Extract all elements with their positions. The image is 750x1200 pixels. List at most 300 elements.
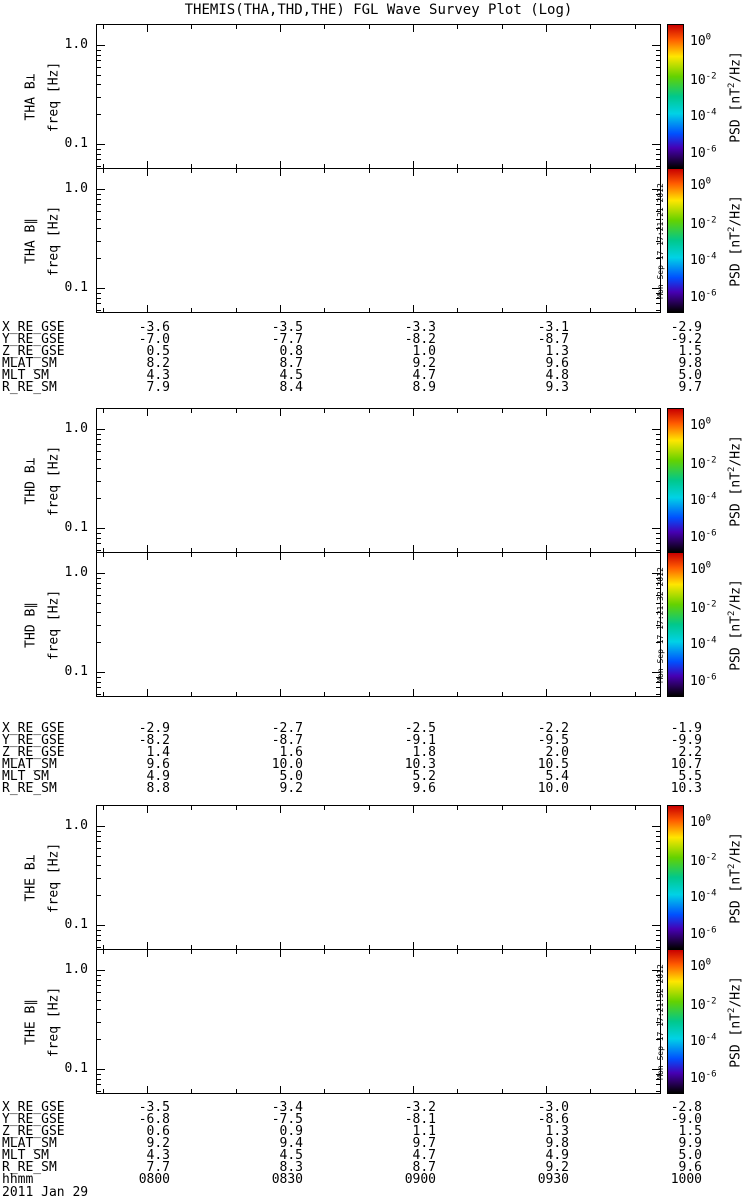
time-major-tick — [280, 305, 281, 312]
time-major-tick — [280, 950, 281, 957]
time-minor-tick — [590, 169, 591, 173]
time-tick-label: 0830 — [271, 1172, 303, 1187]
time-minor-tick — [457, 409, 458, 413]
ephemeris-value: -9.2 — [670, 332, 702, 347]
panel-ylabel: THE B∥ — [23, 998, 39, 1045]
freq-minor-tick — [97, 831, 101, 832]
psd-label-exponent: 2 — [727, 1007, 738, 1013]
ephemeris-value: 9.8 — [678, 356, 702, 371]
ephemeris-value: -2.2 — [537, 721, 569, 736]
freq-minor-tick — [656, 97, 660, 98]
time-major-tick — [546, 169, 547, 176]
spectrogram-panel-the-bpar — [96, 949, 661, 1094]
freq-minor-tick — [97, 444, 101, 445]
ephemeris-value: 0.5 — [146, 344, 170, 359]
ephemeris-value: 1.4 — [146, 745, 170, 760]
colorbar-tick-label: $10^{-4}$ — [690, 888, 717, 906]
time-tick-label: 1000 — [670, 1172, 702, 1187]
time-major-tick — [413, 1086, 414, 1093]
freq-minor-tick — [97, 1079, 101, 1080]
ephemeris-value: 7.9 — [146, 380, 170, 395]
freq-tick-label: 1.0 — [64, 565, 88, 580]
ephemeris-row-label: MLT_SM — [2, 1148, 49, 1163]
freq-minor-tick — [656, 55, 660, 56]
time-minor-tick — [103, 25, 104, 29]
ephemeris-row-label: R_RE_SM — [2, 1160, 57, 1175]
freq-major-tick — [652, 826, 660, 827]
freq-minor-tick — [97, 694, 101, 695]
freq-minor-tick — [97, 498, 101, 499]
time-minor-tick — [590, 950, 591, 954]
colorbar-tick-label: $10^0$ — [690, 32, 712, 49]
time-minor-tick — [103, 1089, 104, 1093]
freq-minor-tick — [656, 694, 660, 695]
freq-minor-tick — [656, 444, 660, 445]
freq-minor-tick — [97, 947, 101, 948]
time-minor-tick — [635, 692, 636, 696]
ephemeris-value: -8.2 — [138, 733, 170, 748]
freq-minor-tick — [656, 310, 660, 311]
time-major-tick — [147, 305, 148, 312]
time-minor-tick — [590, 25, 591, 29]
ephemeris-value: 9.2 — [545, 1160, 569, 1175]
colorbar-tick-exponent: 0 — [705, 560, 712, 571]
colorbar-tick-exponent: -4 — [705, 107, 717, 118]
freq-minor-tick — [656, 856, 660, 857]
freq-tick-label: 1.0 — [64, 181, 88, 196]
freq-minor-tick — [97, 550, 101, 551]
time-major-tick — [546, 25, 547, 32]
colorbar-tick-label: $10^0$ — [690, 560, 712, 577]
time-minor-tick — [369, 308, 370, 312]
psd-colorbar — [667, 24, 684, 169]
freq-minor-tick — [97, 625, 101, 626]
freq-minor-tick — [97, 878, 101, 879]
ephemeris-row-label: Z_RE_GSE — [2, 344, 65, 359]
colorbar-tick-label: $10^{-6}$ — [690, 288, 717, 305]
time-major-tick — [280, 545, 281, 552]
freq-minor-tick — [97, 682, 101, 683]
freq-minor-tick — [97, 439, 101, 440]
ephemeris-value: -3.4 — [271, 1100, 303, 1115]
ephemeris-row-label: MLAT_SM — [2, 757, 57, 772]
ephemeris-value: 9.6 — [545, 356, 569, 371]
ephemeris-value: 1.1 — [412, 1124, 436, 1139]
freq-major-tick — [97, 189, 105, 190]
freq-minor-tick — [656, 935, 660, 936]
time-minor-tick — [236, 25, 237, 29]
freq-minor-tick — [97, 298, 101, 299]
freq-tick-label: 0.1 — [64, 136, 88, 151]
freq-minor-tick — [97, 1000, 101, 1001]
ephemeris-value: -3.1 — [537, 320, 569, 335]
spectrogram-panel-the-bperp — [96, 805, 661, 950]
freq-minor-tick — [97, 219, 101, 220]
freq-minor-tick — [97, 194, 101, 195]
ephemeris-value: 0.9 — [279, 1124, 303, 1139]
psd-label-exponent: 2 — [727, 82, 738, 88]
freq-minor-tick — [97, 595, 101, 596]
ephemeris-value: 0.6 — [146, 1124, 170, 1139]
freq-minor-tick — [656, 831, 660, 832]
freq-minor-tick — [97, 75, 101, 76]
ephemeris-value: -9.0 — [670, 1112, 702, 1127]
freq-minor-tick — [656, 75, 660, 76]
ephemeris-row-label: Z_RE_GSE — [2, 745, 65, 760]
time-major-tick — [147, 545, 148, 552]
psd-colorbar — [667, 805, 684, 950]
freq-minor-tick — [656, 149, 660, 150]
colorbar-tick-exponent: -6 — [705, 288, 717, 299]
freq-minor-tick — [656, 538, 660, 539]
freq-tick-label: 1.0 — [64, 37, 88, 52]
ephemeris-row-label: Y_RE_GSE — [2, 1112, 65, 1127]
ephemeris-value: -2.5 — [404, 721, 436, 736]
time-minor-tick — [457, 308, 458, 312]
colorbar-tick-exponent: -4 — [705, 251, 717, 262]
freq-tick-label: 0.1 — [64, 917, 88, 932]
ephemeris-value: -3.3 — [404, 320, 436, 335]
ephemeris-value: 8.8 — [146, 781, 170, 796]
creation-timestamp: Mon Sep 17 17:21:32 2012 — [656, 566, 665, 683]
time-minor-tick — [369, 169, 370, 173]
time-minor-tick — [457, 169, 458, 173]
ephemeris-value: -3.6 — [138, 320, 170, 335]
ephemeris-value: 9.2 — [412, 356, 436, 371]
ephemeris-value: 4.9 — [146, 769, 170, 784]
time-minor-tick — [324, 409, 325, 413]
ephemeris-value: 7.7 — [146, 1160, 170, 1175]
ephemeris-value: 1.3 — [545, 344, 569, 359]
time-major-tick — [413, 553, 414, 560]
freq-tick-label: 1.0 — [64, 818, 88, 833]
freq-minor-tick — [97, 481, 101, 482]
freq-minor-tick — [656, 303, 660, 304]
time-minor-tick — [590, 553, 591, 557]
time-minor-tick — [457, 692, 458, 696]
ephemeris-value: 4.5 — [279, 1148, 303, 1163]
freq-minor-tick — [656, 166, 660, 167]
freq-tick-label: 0.1 — [64, 664, 88, 679]
ephemeris-value: -3.0 — [537, 1100, 569, 1115]
freq-minor-tick — [656, 543, 660, 544]
freq-minor-tick — [97, 603, 101, 604]
ephemeris-value: 5.0 — [279, 769, 303, 784]
colorbar-tick-exponent: -6 — [705, 144, 717, 155]
time-minor-tick — [236, 553, 237, 557]
psd-axis-label: PSD $[nT^2/Hz]$ — [727, 434, 744, 527]
ephemeris-value: 1.6 — [279, 745, 303, 760]
freq-axis-label: freq [Hz] — [46, 61, 62, 132]
ephemeris-value: 10.3 — [670, 781, 702, 796]
ephemeris-value: -3.2 — [404, 1100, 436, 1115]
freq-tick-label: 0.1 — [64, 1061, 88, 1076]
panel-ylabel: THE B⊥ — [23, 854, 39, 901]
freq-minor-tick — [97, 578, 101, 579]
time-minor-tick — [103, 806, 104, 810]
freq-minor-tick — [97, 588, 101, 589]
time-minor-tick — [502, 950, 503, 954]
time-major-tick — [147, 409, 148, 416]
freq-minor-tick — [656, 468, 660, 469]
freq-minor-tick — [97, 55, 101, 56]
psd-colorbar — [667, 949, 684, 1094]
ephemeris-value: -7.5 — [271, 1112, 303, 1127]
time-axis-label: hhmm — [2, 1172, 34, 1187]
time-major-tick — [413, 305, 414, 312]
psd-label-exponent: 2 — [727, 863, 738, 869]
freq-major-tick — [97, 925, 105, 926]
time-minor-tick — [590, 806, 591, 810]
time-minor-tick — [457, 806, 458, 810]
creation-timestamp: Mon Sep 17 17:21:21 2012 — [656, 182, 665, 299]
psd-axis-label: PSD $[nT^2/Hz]$ — [727, 194, 744, 287]
time-minor-tick — [324, 25, 325, 29]
freq-minor-tick — [97, 459, 101, 460]
time-major-tick — [546, 942, 547, 949]
freq-minor-tick — [97, 434, 101, 435]
colorbar-tick-label: $10^{-6}$ — [690, 528, 717, 545]
ephemeris-value: -3.5 — [271, 320, 303, 335]
freq-minor-tick — [97, 199, 101, 200]
ephemeris-value: 9.6 — [146, 757, 170, 772]
freq-major-tick — [652, 925, 660, 926]
time-major-tick — [280, 169, 281, 176]
time-major-tick — [546, 689, 547, 696]
freq-minor-tick — [656, 841, 660, 842]
time-tick-label: 0900 — [404, 1172, 436, 1187]
time-minor-tick — [191, 950, 192, 954]
ephemeris-value: 9.3 — [545, 380, 569, 395]
freq-minor-tick — [656, 84, 660, 85]
time-minor-tick — [502, 25, 503, 29]
freq-major-tick — [652, 528, 660, 529]
time-minor-tick — [369, 409, 370, 413]
time-minor-tick — [502, 409, 503, 413]
freq-minor-tick — [656, 878, 660, 879]
time-minor-tick — [590, 308, 591, 312]
freq-minor-tick — [97, 1039, 101, 1040]
time-minor-tick — [324, 806, 325, 810]
time-minor-tick — [324, 169, 325, 173]
creation-timestamp: Mon Sep 17 17:21:52 2012 — [656, 963, 665, 1080]
freq-minor-tick — [656, 159, 660, 160]
ephemeris-value: 4.7 — [412, 1148, 436, 1163]
time-minor-tick — [590, 409, 591, 413]
time-minor-tick — [590, 692, 591, 696]
ephemeris-value: 9.2 — [279, 781, 303, 796]
time-major-tick — [280, 553, 281, 560]
ephemeris-value: 9.7 — [678, 380, 702, 395]
time-major-tick — [147, 161, 148, 168]
colorbar-tick-exponent: -2 — [705, 852, 717, 863]
freq-minor-tick — [97, 166, 101, 167]
ephemeris-value: 9.6 — [678, 1160, 702, 1175]
psd-colorbar — [667, 168, 684, 313]
ephemeris-value: -7.0 — [138, 332, 170, 347]
freq-minor-tick — [97, 1091, 101, 1092]
freq-minor-tick — [97, 1084, 101, 1085]
ephemeris-value: 4.9 — [545, 1148, 569, 1163]
time-major-tick — [413, 806, 414, 813]
ephemeris-value: -7.7 — [271, 332, 303, 347]
freq-minor-tick — [97, 1022, 101, 1023]
colorbar-tick-exponent: -2 — [705, 599, 717, 610]
time-minor-tick — [635, 1089, 636, 1093]
ephemeris-row-label: Y_RE_GSE — [2, 733, 65, 748]
freq-minor-tick — [97, 159, 101, 160]
plot-title: THEMIS(THA,THD,THE) FGL Wave Survey Plot (Log) — [184, 2, 573, 18]
psd-axis-label: PSD $[nT^2/Hz]$ — [727, 975, 744, 1068]
freq-minor-tick — [97, 865, 101, 866]
ephemeris-value: 2.2 — [678, 745, 702, 760]
freq-minor-tick — [656, 1084, 660, 1085]
ephemeris-row-label: MLAT_SM — [2, 1136, 57, 1151]
freq-major-tick — [97, 826, 105, 827]
freq-minor-tick — [97, 836, 101, 837]
freq-minor-tick — [97, 303, 101, 304]
freq-major-tick — [97, 1069, 105, 1070]
freq-minor-tick — [97, 895, 101, 896]
freq-major-tick — [652, 144, 660, 145]
ephemeris-value: 9.9 — [678, 1136, 702, 1151]
time-minor-tick — [457, 25, 458, 29]
colorbar-tick-exponent: -4 — [705, 491, 717, 502]
time-major-tick — [413, 409, 414, 416]
spectrogram-panel-thd-bperp — [96, 408, 661, 553]
freq-axis-label: freq [Hz] — [46, 445, 62, 516]
time-major-tick — [546, 553, 547, 560]
freq-minor-tick — [656, 533, 660, 534]
colorbar-tick-label: $10^0$ — [690, 813, 712, 830]
freq-minor-tick — [656, 50, 660, 51]
colorbar-tick-label: $10^{-6}$ — [690, 925, 717, 942]
ephemeris-value: 1.5 — [678, 1124, 702, 1139]
freq-major-tick — [652, 45, 660, 46]
ephemeris-value: -8.6 — [537, 1112, 569, 1127]
ephemeris-value: 0.8 — [279, 344, 303, 359]
time-major-tick — [546, 806, 547, 813]
colorbar-tick-exponent: -6 — [705, 1069, 717, 1080]
time-minor-tick — [103, 950, 104, 954]
freq-minor-tick — [97, 975, 101, 976]
time-major-tick — [280, 1086, 281, 1093]
time-minor-tick — [635, 25, 636, 29]
time-major-tick — [413, 545, 414, 552]
ephemeris-row-label: Y_RE_GSE — [2, 332, 65, 347]
freq-minor-tick — [656, 687, 660, 688]
ephemeris-value: 5.5 — [678, 769, 702, 784]
freq-minor-tick — [97, 940, 101, 941]
time-minor-tick — [369, 692, 370, 696]
freq-minor-tick — [97, 533, 101, 534]
freq-minor-tick — [656, 930, 660, 931]
ephemeris-value: -2.9 — [138, 721, 170, 736]
ephemeris-value: 9.6 — [412, 781, 436, 796]
colorbar-tick-exponent: -2 — [705, 71, 717, 82]
freq-minor-tick — [97, 50, 101, 51]
time-minor-tick — [457, 553, 458, 557]
freq-major-tick — [97, 144, 105, 145]
ephemeris-value: -2.7 — [271, 721, 303, 736]
time-major-tick — [413, 169, 414, 176]
ephemeris-value: 9.2 — [146, 1136, 170, 1151]
freq-minor-tick — [97, 980, 101, 981]
ephemeris-value: 1.5 — [678, 344, 702, 359]
time-minor-tick — [191, 169, 192, 173]
ephemeris-value: 10.0 — [271, 757, 303, 772]
time-major-tick — [147, 25, 148, 32]
freq-major-tick — [97, 573, 105, 574]
time-tick-label: 0800 — [138, 1172, 170, 1187]
psd-colorbar — [667, 552, 684, 697]
freq-major-tick — [97, 672, 105, 673]
freq-minor-tick — [656, 114, 660, 115]
time-minor-tick — [236, 1089, 237, 1093]
ephemeris-row-label: X_RE_GSE — [2, 721, 65, 736]
ephemeris-value: -2.9 — [670, 320, 702, 335]
ephemeris-row-label: X_RE_GSE — [2, 320, 65, 335]
time-minor-tick — [635, 169, 636, 173]
ephemeris-value: 5.4 — [545, 769, 569, 784]
time-major-tick — [280, 806, 281, 813]
freq-minor-tick — [656, 498, 660, 499]
colorbar-tick-label: $10^{-2}$ — [690, 455, 717, 472]
freq-minor-tick — [97, 149, 101, 150]
colorbar-tick-label: $10^{-2}$ — [690, 599, 717, 616]
colorbar-tick-exponent: -2 — [705, 996, 717, 1007]
date-label: 2011 Jan 29 — [2, 1185, 89, 1200]
time-major-tick — [280, 409, 281, 416]
freq-minor-tick — [97, 310, 101, 311]
freq-minor-tick — [97, 258, 101, 259]
time-minor-tick — [103, 692, 104, 696]
psd-label-exponent: 2 — [727, 610, 738, 616]
ephemeris-value: 9.4 — [279, 1136, 303, 1151]
time-major-tick — [280, 25, 281, 32]
panel-ylabel: THD B∥ — [23, 601, 39, 648]
time-minor-tick — [103, 169, 104, 173]
psd-label-exponent: 2 — [727, 226, 738, 232]
colorbar-tick-exponent: -4 — [705, 888, 717, 899]
freq-minor-tick — [97, 204, 101, 205]
colorbar-tick-label: $10^{-4}$ — [690, 1032, 717, 1050]
ephemeris-value: 4.7 — [412, 368, 436, 383]
freq-minor-tick — [97, 468, 101, 469]
ephemeris-value: 10.0 — [537, 781, 569, 796]
time-major-tick — [147, 806, 148, 813]
freq-minor-tick — [656, 434, 660, 435]
time-minor-tick — [191, 553, 192, 557]
time-minor-tick — [236, 692, 237, 696]
spectrogram-panel-tha-bperp — [96, 24, 661, 169]
ephemeris-value: 1.0 — [412, 344, 436, 359]
ephemeris-row-label: MLT_SM — [2, 769, 49, 784]
time-minor-tick — [502, 169, 503, 173]
ephemeris-value: 4.3 — [146, 1148, 170, 1163]
freq-minor-tick — [97, 228, 101, 229]
time-minor-tick — [103, 308, 104, 312]
freq-minor-tick — [97, 97, 101, 98]
time-minor-tick — [324, 1089, 325, 1093]
freq-minor-tick — [97, 992, 101, 993]
freq-minor-tick — [656, 1091, 660, 1092]
time-minor-tick — [457, 950, 458, 954]
time-minor-tick — [635, 553, 636, 557]
colorbar-tick-label: $10^{-4}$ — [690, 251, 717, 269]
freq-minor-tick — [656, 481, 660, 482]
spectrogram-panel-tha-bpar — [96, 168, 661, 313]
